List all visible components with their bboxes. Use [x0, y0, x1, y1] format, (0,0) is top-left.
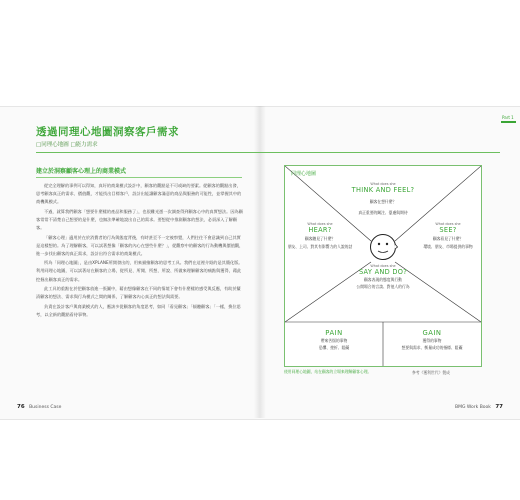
part-tab-marker — [501, 121, 516, 123]
section-rule — [36, 177, 242, 178]
customer-face-icon — [368, 232, 398, 262]
left-running-title: Business Case — [29, 405, 62, 410]
say-prompt: What does she — [370, 264, 396, 268]
pain-heading: PAIN — [325, 329, 343, 337]
say-heading: SAY AND DO? — [358, 268, 408, 276]
right-folio — [455, 404, 506, 410]
paragraph: 所為「同理心地圖」，是由XPLANE所開發出的，用來描繪顧客的思考工具。我們在這裡介紹的是其簡化版。利用同理心地圖，可以試著站在顧客的立場，從所見、所聞、所想、所說、所做來理解顧客的痛點與獲得，藉此挖掘出顧客真正的需求。 — [36, 260, 243, 282]
say-line: 顧客表現的態度與行動 — [364, 277, 402, 282]
body-text — [36, 182, 244, 321]
hear-prompt: What does she — [307, 222, 333, 226]
paragraph: 此工具的重點在於把顧客放進一張圖中，藉由想像顧客在不同的情境下會有什麼樣的感受與反應，有助於釐清顧客的想法、需求與行為模式之間的關係，了解顧客內心真正的想法與需要。 — [36, 286, 241, 300]
right-running-title: BMG Work Book — [454, 405, 491, 410]
say-do-quadrant — [337, 264, 429, 290]
think-feel-quadrant — [337, 182, 429, 216]
hear-heading: HEAR? — [308, 226, 332, 234]
pain-line: 帶來苦惱的事物 — [320, 338, 348, 343]
think-prompt: What does she — [370, 182, 396, 186]
see-quadrant — [417, 222, 479, 250]
hear-line: 朋友、上司、對其有影響力的人說的話 — [287, 244, 353, 249]
see-line: 環境、朋友、市場提供的事物 — [423, 244, 473, 249]
page-subtitle: □同理心地圖 □能力需求 — [36, 142, 98, 148]
left-page-number: 76 — [17, 404, 25, 410]
pain-line: 恐懼、挫折、阻礙 — [318, 345, 350, 350]
paragraph: 從完全理解的事例可以得知，真好的商業模式設計中，顧客的觀點是不可或缺的要素。從顧客的觀點出發，思考顧客真正的需求、價值觀，才能找出目標客戶，設計出能讓顧客滿意的商品與服務的可能性，並掌握其中的商機與模式。 — [36, 183, 242, 205]
gain-section — [384, 329, 480, 351]
think-line: 顧客在想什麼？ — [369, 199, 397, 204]
gain-line: 獲得的事物 — [422, 338, 442, 343]
say-line: 公開場合的言談、對他人的行為 — [356, 284, 410, 289]
think-heading: THINK AND FEEL? — [351, 186, 415, 194]
pain-section — [286, 329, 382, 351]
header-rule — [36, 152, 500, 153]
empathy-map — [284, 165, 482, 367]
gain-heading: GAIN — [422, 329, 442, 337]
paragraph: 負責在設計客戶與商業模式的人，應該多從顧客的角度思考，如同「看見顧客」「傾聽顧客」「一樣，換位思考，以全新的觀點看待事物。 — [36, 303, 241, 317]
gain-line: 想要與需求、衡量成功的指標、阻礙 — [401, 345, 463, 350]
empathy-map-label: 同理心地圖 — [291, 171, 317, 177]
left-folio — [14, 404, 61, 410]
paragraph: 不過，就算我們顧客「想要什麼樣的產品和服務了」，也很難光憑一次調查得到顧客心中的真實想法。因為顧客常常不清楚自己想要的是什麼，也無法準確地說出自己的需求。要想從中推測顧客的想法，必須深入了解顧客。 — [36, 208, 243, 230]
figure-reference: 參考《獲利世代》製成 — [412, 370, 450, 375]
section-title: 建立於洞察顧客心理上的商業模式 — [36, 168, 127, 175]
paragraph: 「顧客心理」適用於在於消費者的行為與態度背後，有時甚至不一定被察覺，人們往往不會意識到自己其實是這樣想的。為了理解顧客，可以試著想像「顧客的內心在想些什麼？」，從觀察中的顧客的行為動機與價值觀，進一步找出顧客的真正需求，設計出符合需求的商業模式。 — [36, 234, 244, 256]
see-prompt: What does she — [435, 222, 461, 226]
right-page-number: 77 — [495, 404, 503, 410]
see-line: 顧客看見了什麼？ — [432, 236, 464, 241]
page-title: 透過同理心地圖洞察客戶需求 — [36, 126, 179, 138]
part-label: Part 1 — [502, 115, 514, 120]
see-heading: SEE? — [439, 226, 457, 234]
think-line: 真正重要的關注、憂慮與期待 — [358, 210, 408, 215]
hear-quadrant — [287, 222, 353, 250]
figure-caption: 使用同理心地圖，站在顧客的立場來理解顧客心理。 — [284, 369, 372, 374]
hear-line: 顧客聽見了什麼？ — [304, 236, 336, 241]
